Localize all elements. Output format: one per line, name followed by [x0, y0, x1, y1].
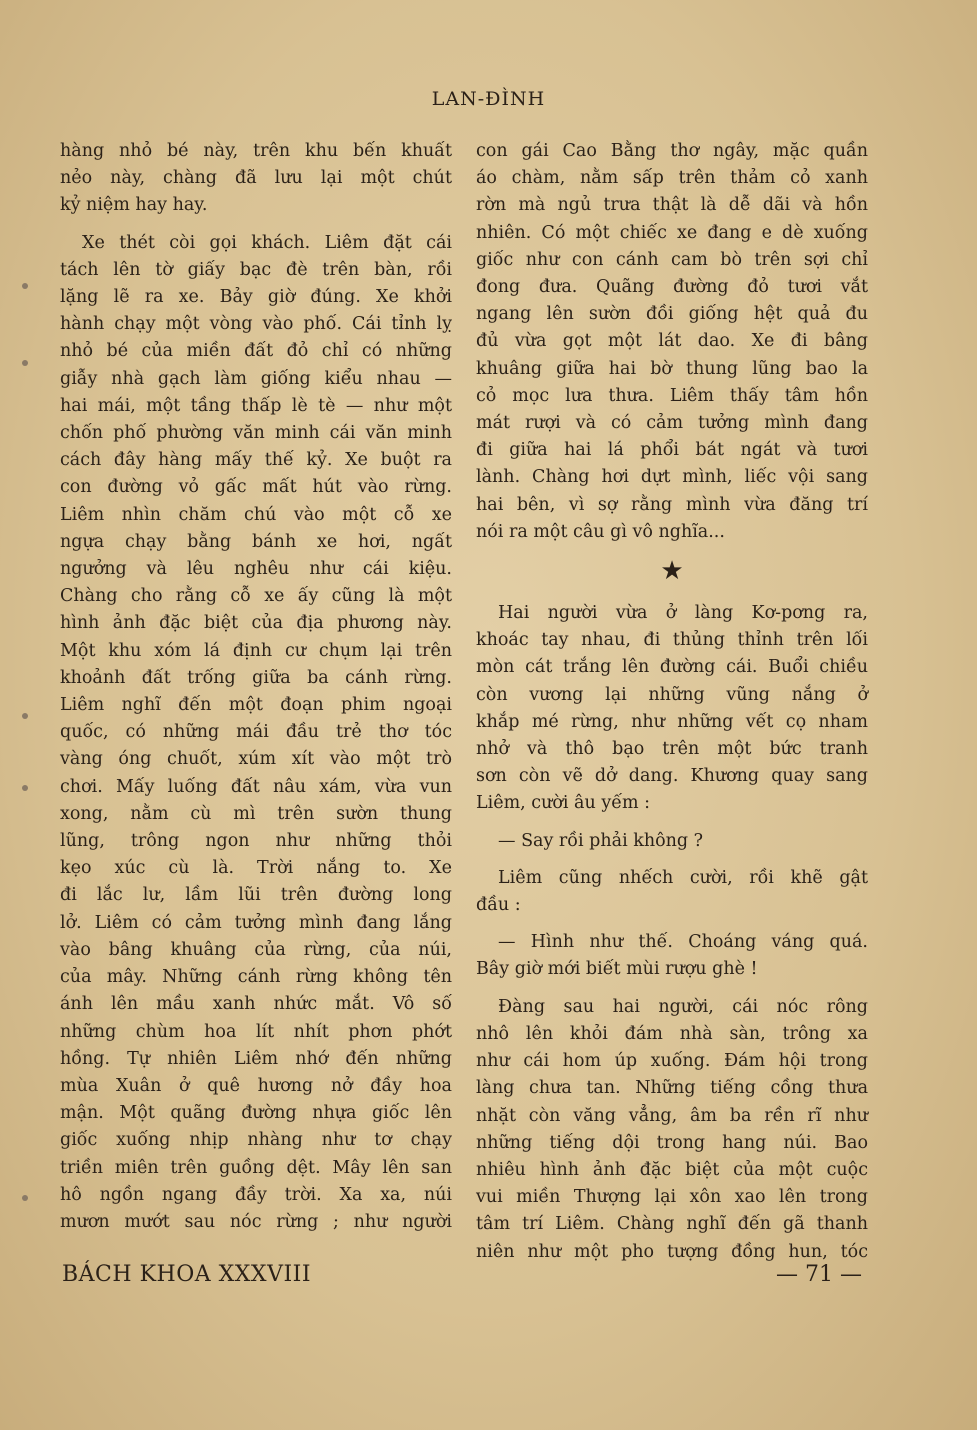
- text-line: xong, nằm cù mì trên sườn thung: [60, 803, 452, 824]
- text-line: hồng. Tự nhiên Liêm nhớ đến những: [60, 1048, 452, 1069]
- text-line: ngưởng và lêu nghêu như cái kiệu.: [60, 559, 452, 580]
- text-line: nhở và thô bạo trên một bức tranh: [476, 739, 868, 760]
- text-line: triền miên trên guồng dệt. Mây lên san: [60, 1157, 452, 1178]
- left-text-column: [60, 138, 452, 1236]
- publication-name: BÁCH KHOA XXXVIII: [62, 1262, 312, 1287]
- text-line: khoác tay nhau, đi thủng thỉnh trên lối: [476, 630, 868, 651]
- text-line: đong đưa. Quãng đường đỏ tươi vắt: [476, 277, 868, 298]
- text-line: giẫy nhà gạch làm giống kiểu nhau —: [60, 368, 452, 389]
- binding-hole-mark: [22, 1195, 28, 1201]
- text-line: hình ảnh đặc biệt của địa phương này.: [60, 613, 452, 634]
- text-line: kỷ niệm hay hay.: [60, 195, 208, 216]
- text-line: hành chạy một vòng vào phố. Cái tỉnh lỵ: [60, 314, 452, 335]
- text-line: — Say rồi phải không ?: [498, 830, 704, 851]
- text-line: giốc xuống nhịp nhàng như tơ chạy: [60, 1130, 452, 1151]
- text-line: vàng óng chuốt, xúm xít vào một trò: [60, 749, 452, 770]
- text-line: đủ vừa gọt một lát dao. Xe đi bâng: [476, 331, 868, 352]
- text-line: chốn phố phường văn minh cái văn minh: [60, 423, 452, 444]
- text-line: niên như một pho tượng đồng hun, tóc: [476, 1241, 868, 1262]
- text-line: những tiếng dội trong hang núi. Bao: [476, 1132, 868, 1153]
- text-line: ngang lên sườn đồi giống hệt quả đu: [476, 304, 868, 325]
- text-line: như cái hom úp xuống. Đám hội trong: [476, 1051, 868, 1072]
- text-line: hàng nhỏ bé này, trên khu bến khuất: [60, 141, 452, 161]
- text-line: làng chưa tan. Những tiếng cồng thưa: [476, 1078, 868, 1099]
- text-line: Liêm cũng nhếch cười, rồi khẽ gật: [498, 867, 868, 888]
- text-line: nhặt còn văng vẳng, âm ba rền rĩ như: [476, 1105, 868, 1126]
- text-line: lặng lẽ ra xe. Bảy giờ đúng. Xe khởi: [60, 287, 452, 308]
- text-line: nhiên. Có một chiếc xe đang e dè xuống: [476, 222, 868, 243]
- text-line: cỏ mọc lưa thưa. Liêm thấy tâm hồn: [476, 385, 868, 406]
- text-line: kẹo xúc cù là. Trời nắng to. Xe: [60, 858, 452, 879]
- running-title: LAN-ĐÌNH: [431, 88, 546, 110]
- text-line: đi giữa hai lá phổi bát ngát và tươi: [476, 440, 868, 461]
- text-line: con gái Cao Bằng thơ ngây, mặc quần: [476, 141, 868, 161]
- binding-hole-mark: [22, 713, 28, 719]
- text-line: nhô lên khỏi đám nhà sàn, trông xa: [476, 1023, 868, 1044]
- text-line: cách đây hàng mấy thế kỷ. Xe buột ra: [60, 450, 452, 471]
- text-line: mát rượi và có cảm tưởng mình đang: [476, 413, 868, 434]
- text-line: khoảnh đất trống giữa ba cánh rừng.: [60, 667, 452, 688]
- text-line: hai mái, một tầng thấp lè tè — như một: [60, 395, 452, 416]
- text-line: lở. Liêm có cảm tưởng mình đang lắng: [60, 912, 452, 933]
- text-line: Đàng sau hai người, cái nóc rông: [498, 996, 868, 1017]
- text-line: tách lên tờ giấy bạc đè trên bàn, rồi: [60, 259, 452, 280]
- text-line: con đường vỏ gấc mất hút vào rừng.: [60, 477, 452, 498]
- text-line: ngựa chạy bằng bánh xe hơi, ngất: [60, 531, 452, 552]
- page-number: — 71 —: [776, 1262, 862, 1287]
- text-line: áo chàm, nằm sấp trên thảm cỏ xanh: [476, 168, 868, 189]
- text-line: Liêm, cười âu yếm :: [476, 793, 651, 814]
- text-line: đi lắc lư, lầm lũi trên đường long: [60, 885, 452, 906]
- text-line: Liêm nhìn chăm chú vào một cỗ xe: [60, 504, 452, 525]
- binding-hole-mark: [22, 785, 28, 791]
- text-line: Liêm nghĩ đến một đoạn phim ngoại: [60, 695, 452, 716]
- text-line: khuâng giữa hai bờ thung lũng bao la: [476, 358, 868, 379]
- text-line: vào bâng khuâng của rừng, của núi,: [60, 939, 452, 960]
- text-line: của mây. Những cánh rừng không tên: [60, 967, 452, 988]
- text-line: nói ra một câu gì vô nghĩa...: [476, 521, 725, 542]
- right-text-column: [476, 138, 868, 1266]
- text-line: nhỏ bé của miền đất đỏ chỉ có những: [60, 341, 452, 362]
- text-line: còn vương lại những vũng nắng ở: [476, 684, 868, 705]
- text-line: chơi. Mấy luống đất nâu xám, vừa vun: [60, 776, 452, 797]
- text-line: Hai người vừa ở làng Kơ-pơng ra,: [498, 603, 868, 624]
- text-line: mươn mướt sau nóc rừng ; như người: [60, 1211, 452, 1232]
- text-line: sơn còn vẽ dở dang. Khương quay sang: [476, 766, 868, 787]
- text-line: hai bên, vì sợ rằng mình vừa đăng trí: [476, 494, 868, 515]
- text-line: nẻo này, chàng đã lưu lại một chút: [60, 168, 452, 189]
- text-line: ánh lên mầu xanh nhức mắt. Vô số: [60, 994, 452, 1015]
- text-line: giốc như con cánh cam bò trên sợi chỉ: [476, 249, 868, 270]
- text-line: những chùm hoa lít nhít phơn phớt: [60, 1021, 452, 1042]
- text-line: lũng, trông ngon như những thỏi: [60, 831, 452, 852]
- text-line: Xe thét còi gọi khách. Liêm đặt cái: [82, 232, 452, 253]
- section-break-star: ★: [660, 556, 684, 587]
- text-line: tâm trí Liêm. Chàng nghĩ đến gã thanh: [476, 1214, 868, 1235]
- text-line: nhiêu hình ảnh đặc biệt của một cuộc: [476, 1159, 868, 1180]
- text-line: Chàng cho rằng cỗ xe ấy cũng là một: [60, 586, 452, 607]
- text-line: rờn mà ngủ trưa thật là dễ dãi và hồn: [476, 195, 868, 216]
- text-line: mùa Xuân ở quê hương nở đầy hoa: [60, 1075, 452, 1096]
- text-line: Một khu xóm lá định cư chụm lại trên: [60, 640, 452, 661]
- text-line: quốc, có những mái đầu trẻ thơ tóc: [60, 722, 452, 743]
- text-line: lành. Chàng hơi dựt mình, liếc vội sang: [476, 467, 868, 488]
- text-line: hô ngồn ngang đầy trời. Xa xa, núi: [60, 1184, 452, 1205]
- text-line: mòn cát trắng lên đường cái. Buổi chiều: [476, 657, 868, 678]
- binding-hole-mark: [22, 360, 28, 366]
- text-line: khắp mé rừng, như những vết cọ nham: [476, 711, 868, 732]
- text-line: mận. Một quãng đường nhựa giốc lên: [60, 1103, 452, 1124]
- text-line: — Hình như thế. Choáng váng quá.: [498, 932, 868, 953]
- text-line: vui miền Thượng lại xôn xao lên trong: [476, 1187, 868, 1208]
- text-line: Bây giờ mới biết mùi rượu ghè !: [476, 959, 758, 980]
- binding-hole-mark: [22, 283, 28, 289]
- text-line: đầu :: [476, 895, 521, 916]
